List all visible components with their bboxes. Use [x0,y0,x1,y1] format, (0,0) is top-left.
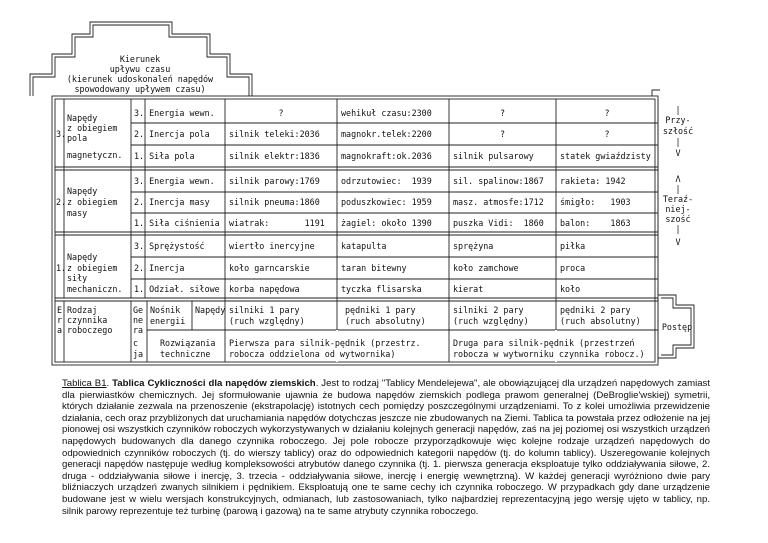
era-letter-3: a [57,325,63,335]
footer-c2-b: (ruch absolutny) [345,316,426,326]
group-2-label-3: masy [67,208,88,218]
future-arrow-down: V [675,148,681,158]
g1-r2-c4: proca [560,263,586,273]
g2-r1-c4: rakieta: 1942 [560,176,626,186]
g3-r3-c2: magnokraft:ok.2036 [341,151,432,161]
era-letter-1: E [57,305,63,315]
present-label-1: Teraź- [662,194,694,204]
g3-r2-c4: ? [604,129,610,139]
group-1-number: 1. [56,263,67,273]
g3-r2-c3: ? [499,129,506,139]
g2-r2-c2: poduszkowiec: 1959 [341,197,432,207]
footer-c4-a: pędniki 2 pary [560,305,631,315]
g3-r1-c2: wehikuł czasu:2300 [341,108,432,118]
tech-solutions-2: techniczne [160,349,211,359]
present-arrow-line-2: | [675,224,681,234]
g2-r3-c1: wiatrak: 1191 [229,218,325,228]
g3-r1-c1: ? [278,108,284,118]
g2-r3-c4: balon: 1863 [560,218,631,228]
g3-r2-c1: silnik teleki:2036 [229,129,320,139]
footer-c3-b: (ruch względny) [453,316,529,326]
caption-label: Tablica B1 [62,378,107,389]
caption: Tablica B1. Tablica Cykliczności dla napędów ziemskich. Jest to rodzaj "Tablicy Mendelejewa", ale obowiązującej dla urządzeń napędowych zamiast dla pierwiastków chemicznych. Jej sformułowanie ujawnia że budowa napędów ziemskich podlega prawom generalnej (DeBroglie'wskiej) symetrii, których działanie zezwala na przenoszenie (ekstrapolację) istotnych cech pomiędzy poszczególnymi urządzeniami. To z kolei umożliwia przewidzenie działania, cech oraz przybliżonych dat uruchamiania napędów dotychczas jeszcze nie zbudowanych na Ziemi. Tablica ta powstała przez odłożenie na jej pionowej osi wszystkich czynników roboczych wykorzystywanych w działaniu kolejnych generacji napędów, zaś na jej poziomej osi wszystkich urządzeń napędowych budowanych dla danego czynnika roboczego. Jej pole robocze przyporządkowuje więc kolejne rodzaje urządzeń napędowych do odpowiednich czynników roboczych (tj. do wierszy tablicy) oraz do odpowiednich kategorii napędów (tj. do kolumn tablicy). Uszeregowanie kolejnych generacji napędów następuje według kompleksowości atrybutów danego czynnika (tj. 1. pierwsza generacja eksploatuje tylko oddziaływania siłowe, 2. druga - oddziaływania siłowe i inercję, 3. trzecia - oddziaływania siłowe, inercję i energię wewnętrzną). W każdej generacji wyróżniono dwie pary bliźniaczych urządzeń zwanych silnikiem i pędnikiem. Eksploatują one te same cechy ich czynnika roboczego. W przypadkach gdy dane urządzenie budowane jest w wielu wersjach konstrukcyjnych, odmianach, lub zastosowaniach, tylko najbardziej reprezentacyjną jego wersję ujęto w tablicy, np. silnik parowy reprezentuje też turbinę (parową i gazową) na te same atrybuty czynnika roboczego. [62,378,710,517]
future-label-2: szłość [662,126,694,136]
group-3-label-1: Napędy [67,113,98,123]
group-2-label-1: Napędy [67,186,98,196]
direction-note-2: spowodowany upływem czasu) [74,84,206,94]
progress-label: Postęp [661,322,693,332]
medium-kind-2: czynnika [67,315,108,325]
group-1-label-2: z obiegiem [67,263,118,273]
g3-r3-sub: 1. Siła pola [134,151,195,161]
group-2-label-2: z obiegiem [67,197,118,207]
footer-c4-b: (ruch absolutny) [560,316,641,326]
g1-r3-c2: tyczka flisarska [341,284,422,294]
second-pair-2: robocza w wytworniku czynnika robocz.) [453,349,645,359]
footer-c2-a: pędniki 1 pary [345,305,416,315]
present-arrow-up: Λ [675,174,681,184]
second-pair-1: Druga para silnik-pędnik (przestrzeń [453,338,635,348]
footer-c1-b: (ruch względny) [229,316,305,326]
footer-c1-a: silniki 1 pary [229,305,300,315]
generation-4: c [133,338,139,348]
future-arrow-mid: | [675,137,681,147]
g2-r1-c3: sil. spalinow:1867 [453,176,544,186]
g2-r1-sub: 3. Energia wewn. [134,176,215,186]
generation-3: ra [133,325,144,335]
direction-note-1: (kierunek udoskonaleń napędów [66,74,214,84]
present-label-2: niej- [665,204,691,214]
g1-r3-sub: 1. Odział. siłowe [134,284,220,294]
g3-r1-c3: ? [499,108,506,118]
g1-r2-c3: koło zamchowe [453,263,519,273]
first-pair-2: robocza oddzielona od wytwornika) [229,349,396,359]
caption-title: Tablica Cykliczności dla napędów ziemskich [112,378,316,389]
g3-r3-c3: silnik pulsarowy [453,151,534,161]
present-arrow-line: | [675,184,681,194]
medium-kind-1: Rodzaj [67,305,98,315]
g2-r1-c2: odrzutowiec: 1939 [341,176,432,186]
first-pair-1: Pierwsza para silnik-pędnik (przestrz. [229,338,421,348]
g3-r2-c2: magnokr.telek:2200 [341,129,432,139]
era-letter-2: r [57,315,63,325]
g1-r1-c3: sprężyna [453,241,494,251]
group-3-label-4: magnetyczn. [67,150,123,160]
g1-r3-c1: korba napędowa [229,284,300,294]
future-label-1: Przy- [665,115,691,125]
g2-r2-sub: 2. Inercja masy [134,197,210,207]
footer-c3-a: silniki 2 pary [453,305,524,315]
energy-carrier-2: energii [150,316,186,326]
g1-r2-c2: taran bitewny [341,263,407,273]
group-1-label-1: Napędy [67,252,98,262]
future-arrow-top: | [675,105,681,115]
g2-r3-c3: puszka Vidi: 1860 [453,218,544,228]
g2-r3-c2: żagiel: około 1390 [341,218,432,228]
g1-r3-c4: koło [560,284,581,294]
generation-2: ne [133,315,144,325]
direction-subtitle: upływu czasu [109,64,171,74]
drives-label: Napędy [195,305,226,315]
group-1-label-4: mechaniczn. [67,284,123,294]
group-3-number: 3. [56,129,67,139]
group-3-label-2: z obiegiem [67,123,118,133]
g1-r1-c4: piłka [560,241,586,251]
g1-r3-c3: kierat [453,284,484,294]
g1-r2-c1: koło garncarskie [229,263,310,273]
g2-r1-c1: silnik parowy:1769 [229,176,320,186]
g1-r1-sub: 3. Sprężystość [134,241,205,251]
g2-r2-c1: silnik pneuma:1860 [229,197,320,207]
group-2-number: 2. [56,197,67,207]
g3-r1-sub: 3. Energia wewn. [134,108,215,118]
g2-r3-sub: 1. Siła ciśnienia [134,218,220,228]
tech-solutions-1: Rozwiązania [160,338,216,348]
g1-r1-c1: wiertło inercyjne [229,241,315,251]
group-3-label-3: pola [67,133,88,143]
g3-r3-c4: statek gwiaździsty [560,151,651,161]
g3-r2-sub: 2. Inercja pola [134,129,210,139]
g2-r2-c3: masz. atmosfe:1712 [453,197,544,207]
generation-5: ja [133,349,144,359]
present-arrow-down: V [675,237,681,247]
energy-carrier-1: Nośnik [150,305,181,315]
g3-r3-c1: silnik elektr:1836 [229,151,320,161]
g3-r1-c4: ? [604,108,610,118]
direction-title: Kierunek [119,54,161,64]
caption-body: . Jest to rodzaj "Tablicy Mendelejewa", ale obowiązującej dla urządzeń napędowych zamiast dla pierwiastków chemicznych. Jej sformułowanie ujawnia że budowa napędów ziemskich podlega prawom generalnej (DeBroglie'wskiej) symetrii, których działanie zezwala na przenoszenie (ekstrapolację) istotnych cech pomiędzy poszczególnymi urządzeniami. To z kolei umożliwia przewidzenie działania, cech oraz przybliżonych dat uruchamiania napędów dotychczas jeszcze nie zbudowanych na Ziemi. Tablica ta powstała przez odłożenie na jej pionowej osi wszystkich czynników roboczych wykorzystywanych w działaniu kolejnych generacji napędów, zaś na jej poziomej osi wszystkich urządzeń napędowych budowanych dla danego czynnika roboczego. Jej pole robocze przyporządkowuje więc kolejne rodzaje urządzeń napędowych do odpowiednich czynników roboczych (tj. do wierszy tablicy) oraz do odpowiednich kategorii napędów (tj. do kolumn tablicy). Uszeregowanie kolejnych generacji napędów następuje według kompleksowości atrybutów danego czynnika (tj. 1. pierwsza generacja eksploatuje tylko oddziaływania siłowe, 2. druga - oddziaływania siłowe i inercję, 3. trzecia - oddziaływania siłowe, inercję i energię wewnętrzną). W każdej generacji wyróżniono dwie pary bliźniaczych urządzeń zwanych silnikiem i pędnikiem. Eksploatują one te same cechy ich czynnika roboczego. W przypadkach gdy dane urządzenie budowane jest w wielu wersjach konstrukcyjnych, odmianach, lub zastosowaniach, tylko najbardziej reprezentacyjną jego wersję ujęto w tablicy, np. silnik parowy reprezentuje też turbinę (parową i gazową) na te same atrybuty czynnika roboczego. [62,378,710,517]
g1-r1-c2: katapulta [341,241,387,251]
group-1-label-3: siły [67,273,88,283]
g2-r2-c4: śmigło: 1903 [560,197,631,207]
g1-r2-sub: 2. Inercja [134,263,185,273]
medium-kind-3: roboczego [67,325,113,335]
generation-1: Ge [133,305,144,315]
present-label-3: szość [665,214,691,224]
